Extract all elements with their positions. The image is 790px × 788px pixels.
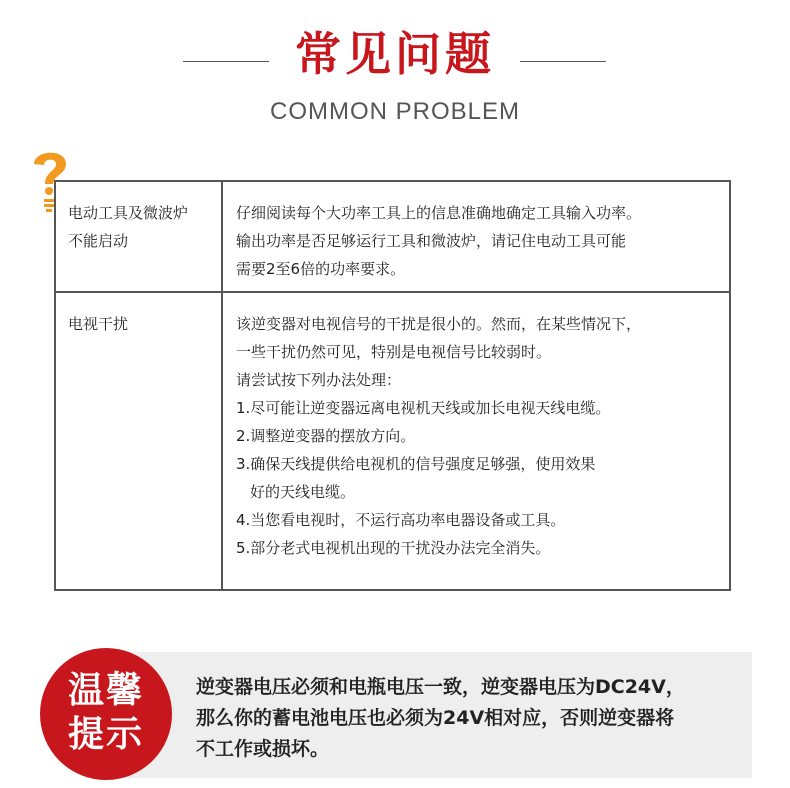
page-subtitle: COMMON PROBLEM <box>269 98 520 125</box>
tip-badge: 温馨 提示 <box>40 648 172 780</box>
faq-row <box>56 293 729 589</box>
tip-text: 逆变器电压必须和电瓶电压一致，逆变器电压为DC24V， 那么你的蓄电池电压也必须为24V相对应，否则逆变器将 不工作或损坏。 <box>196 676 685 760</box>
faq-row <box>56 182 729 293</box>
faq-table <box>54 180 731 591</box>
page-title: 常见问题 <box>295 27 495 81</box>
faq-answer: 该逆变器对电视信号的干扰是很小的。然而，在某些情况下， 一些干扰仍然可见，特别是电视信号比较弱时。 请尝试按下列办法处理： 1.尽可能让逆变器远离电视机天线或加长电视天线电缆。 2.调整逆变器的摆放方向。 3.确保天线提供给电视机的信号强度足够强，使用效果 好的天线电缆。 4.当您看电视时，不运行高功率电器设备或工具。 5.部分老式电视机出现的干扰没办法完全消失。 <box>236 315 642 557</box>
faq-answer: 仔细阅读每个大功率工具上的信息准确地确定工具输入功率。 输出功率是否足够运行工具和微波炉，请记住电动工具可能 需要2至6倍的功率要求。 <box>236 204 642 278</box>
faq-question: 电视干扰 <box>68 315 129 333</box>
faq-question: 电动工具及微波炉 不能启动 <box>68 204 189 250</box>
